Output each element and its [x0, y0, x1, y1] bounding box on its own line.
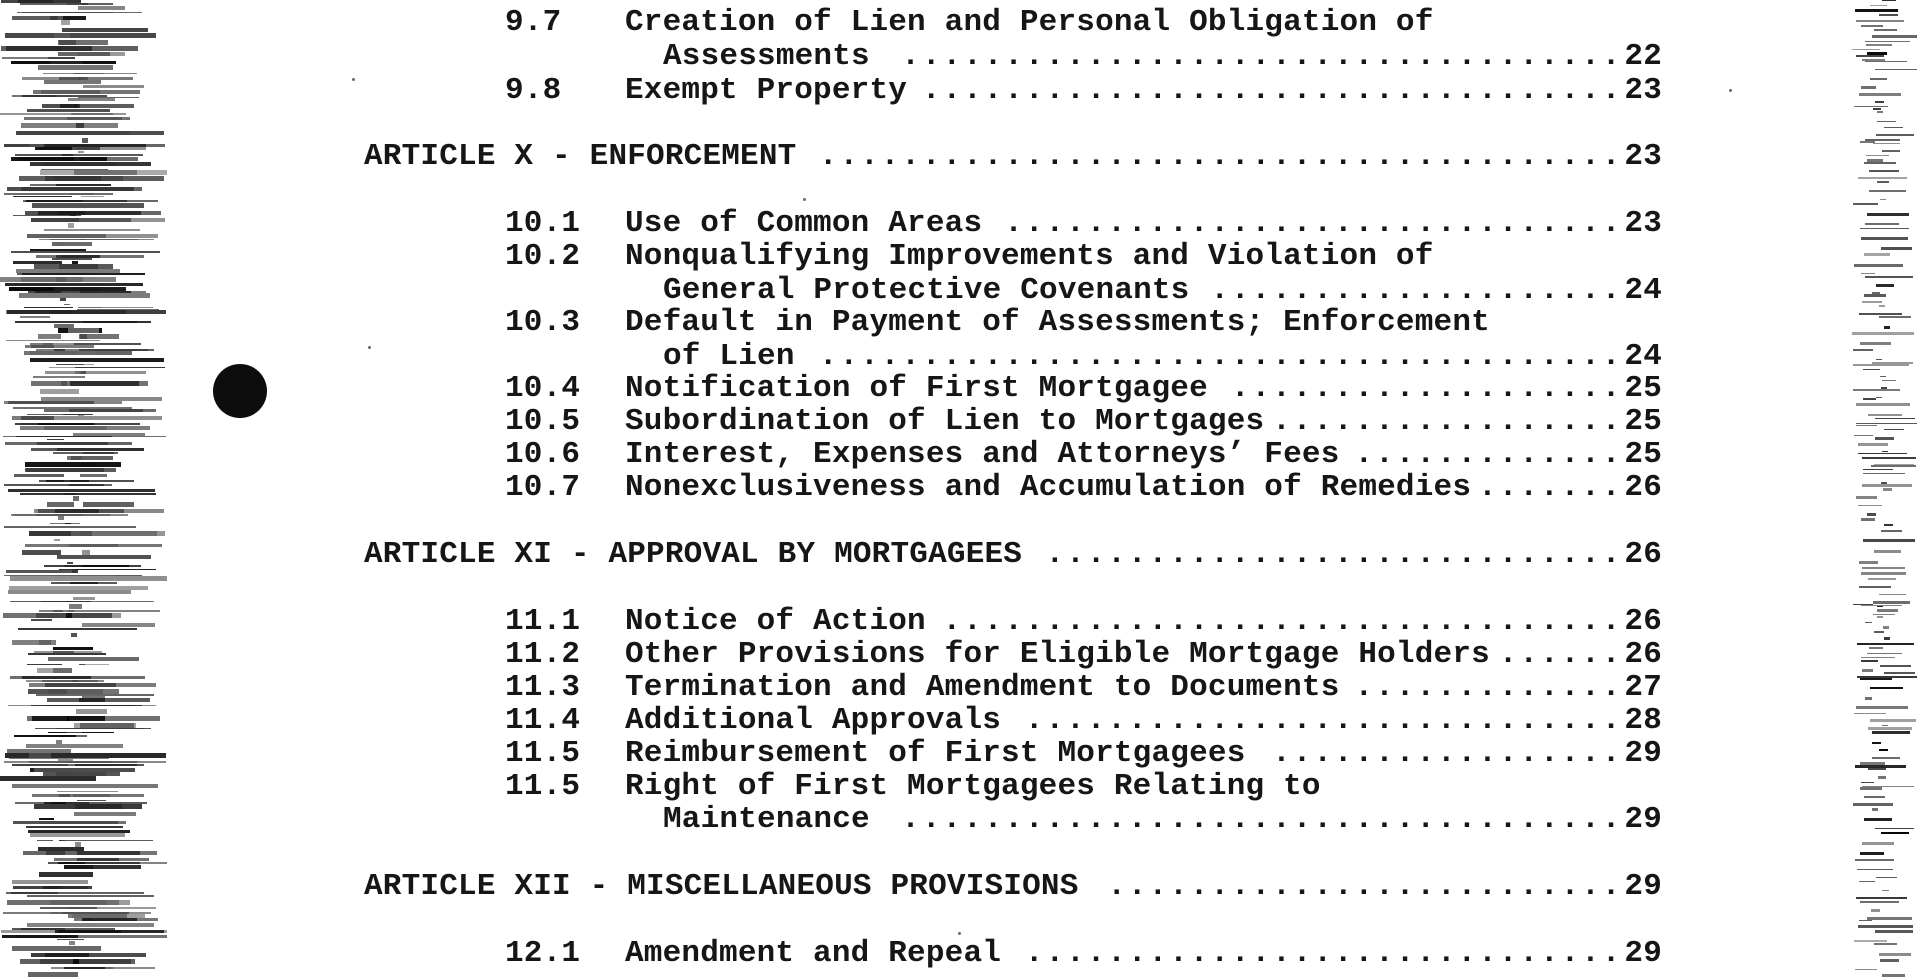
- section-number: 9.8: [505, 73, 562, 108]
- dot-leader: .................: [1272, 736, 1623, 771]
- page-number: 25: [1624, 437, 1662, 472]
- section-number: 11.5: [505, 736, 581, 771]
- section-number: 10.5: [505, 404, 581, 439]
- dot-leader: .................................: [942, 604, 1623, 639]
- section-number: 10.1: [505, 206, 581, 241]
- dot-leader: .............................: [1024, 703, 1623, 738]
- page-number: 28: [1624, 703, 1662, 738]
- page-number: 27: [1624, 670, 1662, 705]
- dot-leader: .............: [1354, 437, 1623, 472]
- section-number: 12.1: [505, 936, 581, 971]
- page-number: 23: [1624, 206, 1662, 241]
- page-number: 23: [1624, 73, 1662, 108]
- article-heading: ARTICLE XI - APPROVAL BY MORTGAGEES: [364, 537, 1023, 572]
- dot-leader: ....................: [1210, 273, 1623, 308]
- dot-leader: ...................................: [901, 802, 1623, 837]
- page-number: 26: [1624, 604, 1662, 639]
- page-number: 29: [1624, 736, 1662, 771]
- section-title-continuation: Maintenance: [663, 802, 870, 837]
- dot-leader: ............................: [1045, 537, 1623, 572]
- dot-leader: .........................: [1107, 869, 1623, 904]
- dot-leader: ..............................: [1004, 206, 1623, 241]
- dot-leader: ..................................: [921, 73, 1623, 108]
- section-number: 11.1: [505, 604, 581, 639]
- page-number: 24: [1624, 339, 1662, 374]
- dot-leader: .............................: [1024, 936, 1623, 971]
- section-title: Notice of Action: [625, 604, 926, 639]
- dot-leader: .......................................: [818, 139, 1623, 174]
- page-number: 26: [1624, 537, 1662, 572]
- section-number: 11.2: [505, 637, 581, 672]
- dot-leader: ......: [1498, 637, 1623, 672]
- section-title: Notification of First Mortgagee: [625, 371, 1208, 406]
- page-number: 29: [1624, 936, 1662, 971]
- section-title: Interest, Expenses and Attorneys’ Fees: [625, 437, 1340, 472]
- section-title: Right of First Mortgagees Relating to: [625, 769, 1321, 804]
- section-number: 11.3: [505, 670, 581, 705]
- section-number: 11.5: [505, 769, 581, 804]
- dot-leader: .......................................: [818, 339, 1623, 374]
- section-title-continuation: of Lien: [663, 339, 795, 374]
- dot-leader: ...................: [1230, 371, 1623, 406]
- section-title: Default in Payment of Assessments; Enforcement: [625, 305, 1490, 340]
- dot-leader: .......: [1478, 470, 1623, 505]
- section-number: 9.7: [505, 5, 562, 40]
- section-number: 10.6: [505, 437, 581, 472]
- section-title: Nonqualifying Improvements and Violation of: [625, 239, 1434, 274]
- section-title: Amendment and Repeal: [625, 936, 1002, 971]
- page-number: 25: [1624, 371, 1662, 406]
- section-title: Use of Common Areas: [625, 206, 983, 241]
- section-number: 10.3: [505, 305, 581, 340]
- section-title: Subordination of Lien to Mortgages: [625, 404, 1265, 439]
- page-number: 29: [1624, 802, 1662, 837]
- section-title: Creation of Lien and Personal Obligation of: [625, 5, 1434, 40]
- section-number: 11.4: [505, 703, 581, 738]
- section-title: Additional Approvals: [625, 703, 1002, 738]
- section-number: 10.4: [505, 371, 581, 406]
- page-number: 25: [1624, 404, 1662, 439]
- section-title: Nonexclusiveness and Accumulation of Remedies: [625, 470, 1472, 505]
- page-number: 26: [1624, 637, 1662, 672]
- page-number: 26: [1624, 470, 1662, 505]
- section-number: 10.7: [505, 470, 581, 505]
- dot-leader: .............: [1354, 670, 1623, 705]
- page-number: 22: [1624, 39, 1662, 74]
- dot-leader: ...................................: [901, 39, 1623, 74]
- dot-leader: .................: [1272, 404, 1623, 439]
- article-heading: ARTICLE X - ENFORCEMENT: [364, 139, 797, 174]
- page-number: 24: [1624, 273, 1662, 308]
- article-heading: ARTICLE XII - MISCELLANEOUS PROVISIONS: [364, 869, 1079, 904]
- section-title: Exempt Property: [625, 73, 908, 108]
- section-title-continuation: Assessments: [663, 39, 870, 74]
- page-number: 23: [1624, 139, 1662, 174]
- page-number: 29: [1624, 869, 1662, 904]
- section-title: Reimbursement of First Mortgagees: [625, 736, 1246, 771]
- section-number: 10.2: [505, 239, 581, 274]
- section-title-continuation: General Protective Covenants: [663, 273, 1190, 308]
- section-title: Termination and Amendment to Documents: [625, 670, 1340, 705]
- section-title: Other Provisions for Eligible Mortgage Holders: [625, 637, 1490, 672]
